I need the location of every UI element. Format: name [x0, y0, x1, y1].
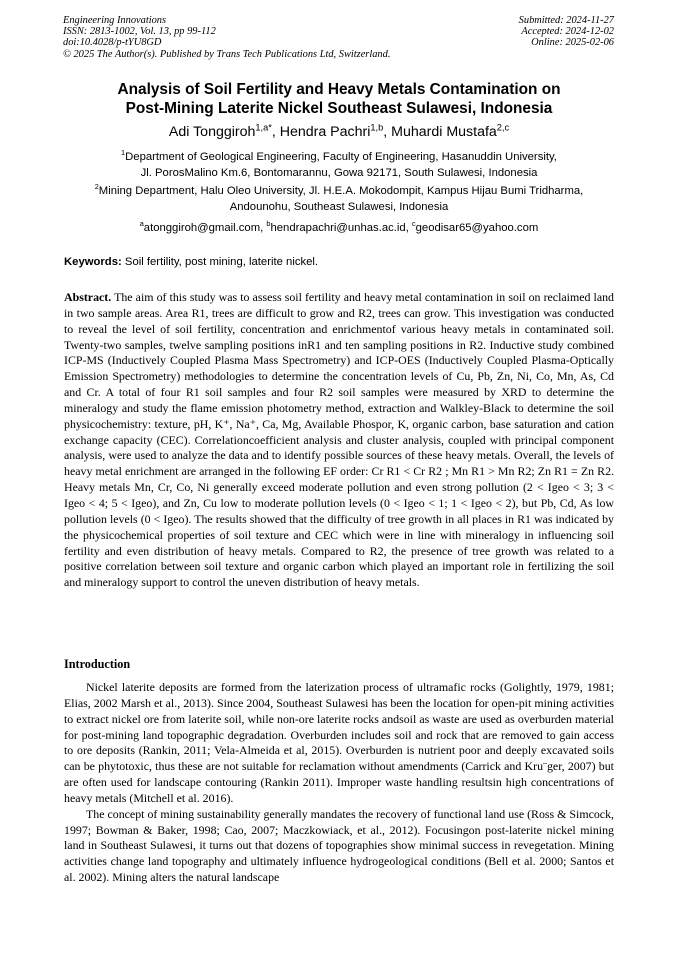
journal-header-left	[63, 15, 390, 60]
affiliation-1	[60, 150, 618, 182]
email-separator: ,	[405, 222, 412, 234]
author-list	[60, 123, 618, 141]
submitted-date: Submitted: 2024-11-27	[518, 15, 614, 26]
affiliation-line: Jl. PorosMalino Km.6, Bontomarannu, Gowa 92171, South Sulawesi, Indonesia	[140, 166, 538, 179]
email-mark: a	[139, 219, 144, 229]
keywords	[64, 256, 318, 268]
paper-title	[60, 81, 618, 118]
author-affiliation-mark: 2,c	[496, 122, 510, 133]
paragraph: Nickel laterite deposits are formed from the laterization process of ultramafic rocks (Golightly, 1979, 1981; Elias, 2002 Marsh et al., 2013). Since 2004, Southeast Sulawesi has been the location for open-pit mining activities to extract nickel ore from laterite soil, while non-ore laterite rocks andsoil as waste are used as overburden material for post-mining land topographic degradation. Overburden includes soil and rock that are removed to gain access to ore deposits (Rankin, 2011; Vela-Almeida et al, 2015). Overburden is nutrient poor and deeply excavated soils can be phytotoxic, thus these are not suitable for reclamation without amendments (Carrick and Kru¨ger, 2007) but are often used for landscape contouring (Rankin 2011). Improper waste handling resultsin high concentrations of heavy metals (Mitchell et al. 2016).	[64, 680, 614, 805]
keywords-label: Keywords:	[64, 256, 122, 268]
title-line-2: Post-Mining Laterite Nickel Southeast Sulawesi, Indonesia	[125, 99, 553, 117]
title-line-1: Analysis of Soil Fertility and Heavy Metals Contamination on	[117, 81, 561, 98]
author-affiliation-mark: 1,b	[370, 122, 384, 133]
affiliation-line: Mining Department, Halu Oleo University, Jl. H.E.A. Mokodompit, Kampus Hijau Bumi Tridharma,	[98, 185, 584, 197]
author-emails	[60, 221, 618, 236]
author-name: Muhardi Mustafa	[391, 124, 497, 140]
abstract	[64, 290, 614, 591]
email-mark: c	[411, 219, 416, 229]
email-address[interactable]: geodisar65@yahoo.com	[415, 222, 539, 234]
copyright-notice: © 2025 The Author(s). Published by Trans Tech Publications Ltd, Switzerland.	[63, 48, 391, 60]
author-name: Hendra Pachri	[279, 124, 371, 140]
author-affiliation-mark: 1,a*	[255, 122, 272, 133]
section-heading-introduction: Introduction	[64, 657, 131, 671]
affiliation-mark: 2	[94, 182, 99, 192]
paragraph: The concept of mining sustainability generally mandates the recovery of functional land use (Ross & Simcock, 1997; Bowman & Baker, 1998; Cao, 2007; Maczkowiack, et al., 2012). Focusingon post-laterite nickel mining land in Southeast Sulawesi, it turns out that dozens of topographies show minimal success in revegetation. Mining activities change land topography and ultimately influence hydrogeological conditions (Bell et al. 2000; Santos et al. 2002). Mining alters the natural landscape	[64, 806, 614, 885]
affiliation-2	[60, 184, 618, 216]
email-address[interactable]: hendrapachri@unhas.ac.id	[270, 222, 406, 234]
affiliation-mark: 1	[121, 148, 126, 158]
author-name: Adi Tonggiroh	[168, 124, 256, 140]
abstract-text: The aim of this study was to assess soil fertility and heavy metal contamination in soil on reclaimed land in two sample areas. Area R1, trees are difficult to grow and R2, trees can grow. This investigation was conducted to reveal the level of soil fertility, concentration and enrichmentof various heavy metals in contaminated soil. Twenty-two samples, twelve sampling positions inR1 and ten sampling positions in R2. Inductive study combined ICP-MS (Inductively Coupled Plasma Mass Spectrometry) and ICP-OES (Inductively Coupled Plasma-Optically Emission Spectrometry) methodologies to determine the concentration levels of Cu, Pb, Zn, Ni, Co, Mn, As, Cd and Cr. A total of four R1 soil samples and four R2 soil samples were measured by XRD to determine the mineralogy and study the flame emission photometry method, extraction and Walkley-Black to determine the soil physicochemistry: texture, pH, K⁺, Na⁺, Ca, Mg, Available Phospor, K, organic carbon, base saturation and cation exchange capacity (CEC). Correlationcoefficient analysis and cluster analysis, coupled with principal component analysis, were used to analyze the data and to identify possible sources of these heavy metals. Overall, the levels of heavy metal enrichment are arranged in the following EF order: Cr R1 < Cr R2 ; Mn R1 > Mn R2; Zn R1 = Zn R2. Heavy metals Mn, Cr, Co, Ni generally exceed moderate pollution and even strong pollution (2 < Igeo < 3; 3 < Igeo < 4; 5 < Igeo), and Zn, Cu low to moderate pollution levels (0 < Igeo < 1; 1 < Igeo < 2), but Pb, Cd, As low pollution levels (0 < Igeo). The results showed that the difficulty of tree growth in all places in R1 was indicated by the physicochemical properties of soil texture and CEC which were in line with mineralogy in influencing soil fertility and even distribution of heavy metals. Compared to R2, the presence of tree growth was related to a positive correlation between soil texture and organic carbon which played an important role in fertilizing the soil and mineralogy support to control the uneven distribution of heavy metals.	[64, 290, 614, 590]
journal-name: Engineering Innovations	[63, 15, 167, 26]
journal-doi: doi:10.4028/p-tYU8GD	[63, 37, 162, 49]
introduction-body	[64, 680, 614, 886]
author-separator: ,	[383, 124, 392, 140]
abstract-label: Abstract.	[64, 290, 112, 304]
accepted-date: Accepted: 2024-12-02	[521, 26, 614, 38]
online-date: Online: 2025-02-06	[531, 37, 614, 49]
journal-issn: ISSN: 2813-1002, Vol. 13, pp 99-112	[63, 26, 216, 38]
affiliation-line: Andounohu, Southeast Sulawesi, Indonesia	[229, 200, 449, 213]
author-separator: ,	[271, 124, 280, 140]
email-address[interactable]: atonggiroh@gmail.com	[143, 222, 261, 234]
journal-header-right	[519, 15, 614, 49]
email-mark: b	[266, 219, 271, 229]
email-separator: ,	[260, 222, 267, 234]
keywords-text: Soil fertility, post mining, laterite nickel.	[121, 256, 319, 268]
affiliation-line: Department of Geological Engineering, Faculty of Engineering, Hasanuddin University,	[125, 151, 557, 163]
